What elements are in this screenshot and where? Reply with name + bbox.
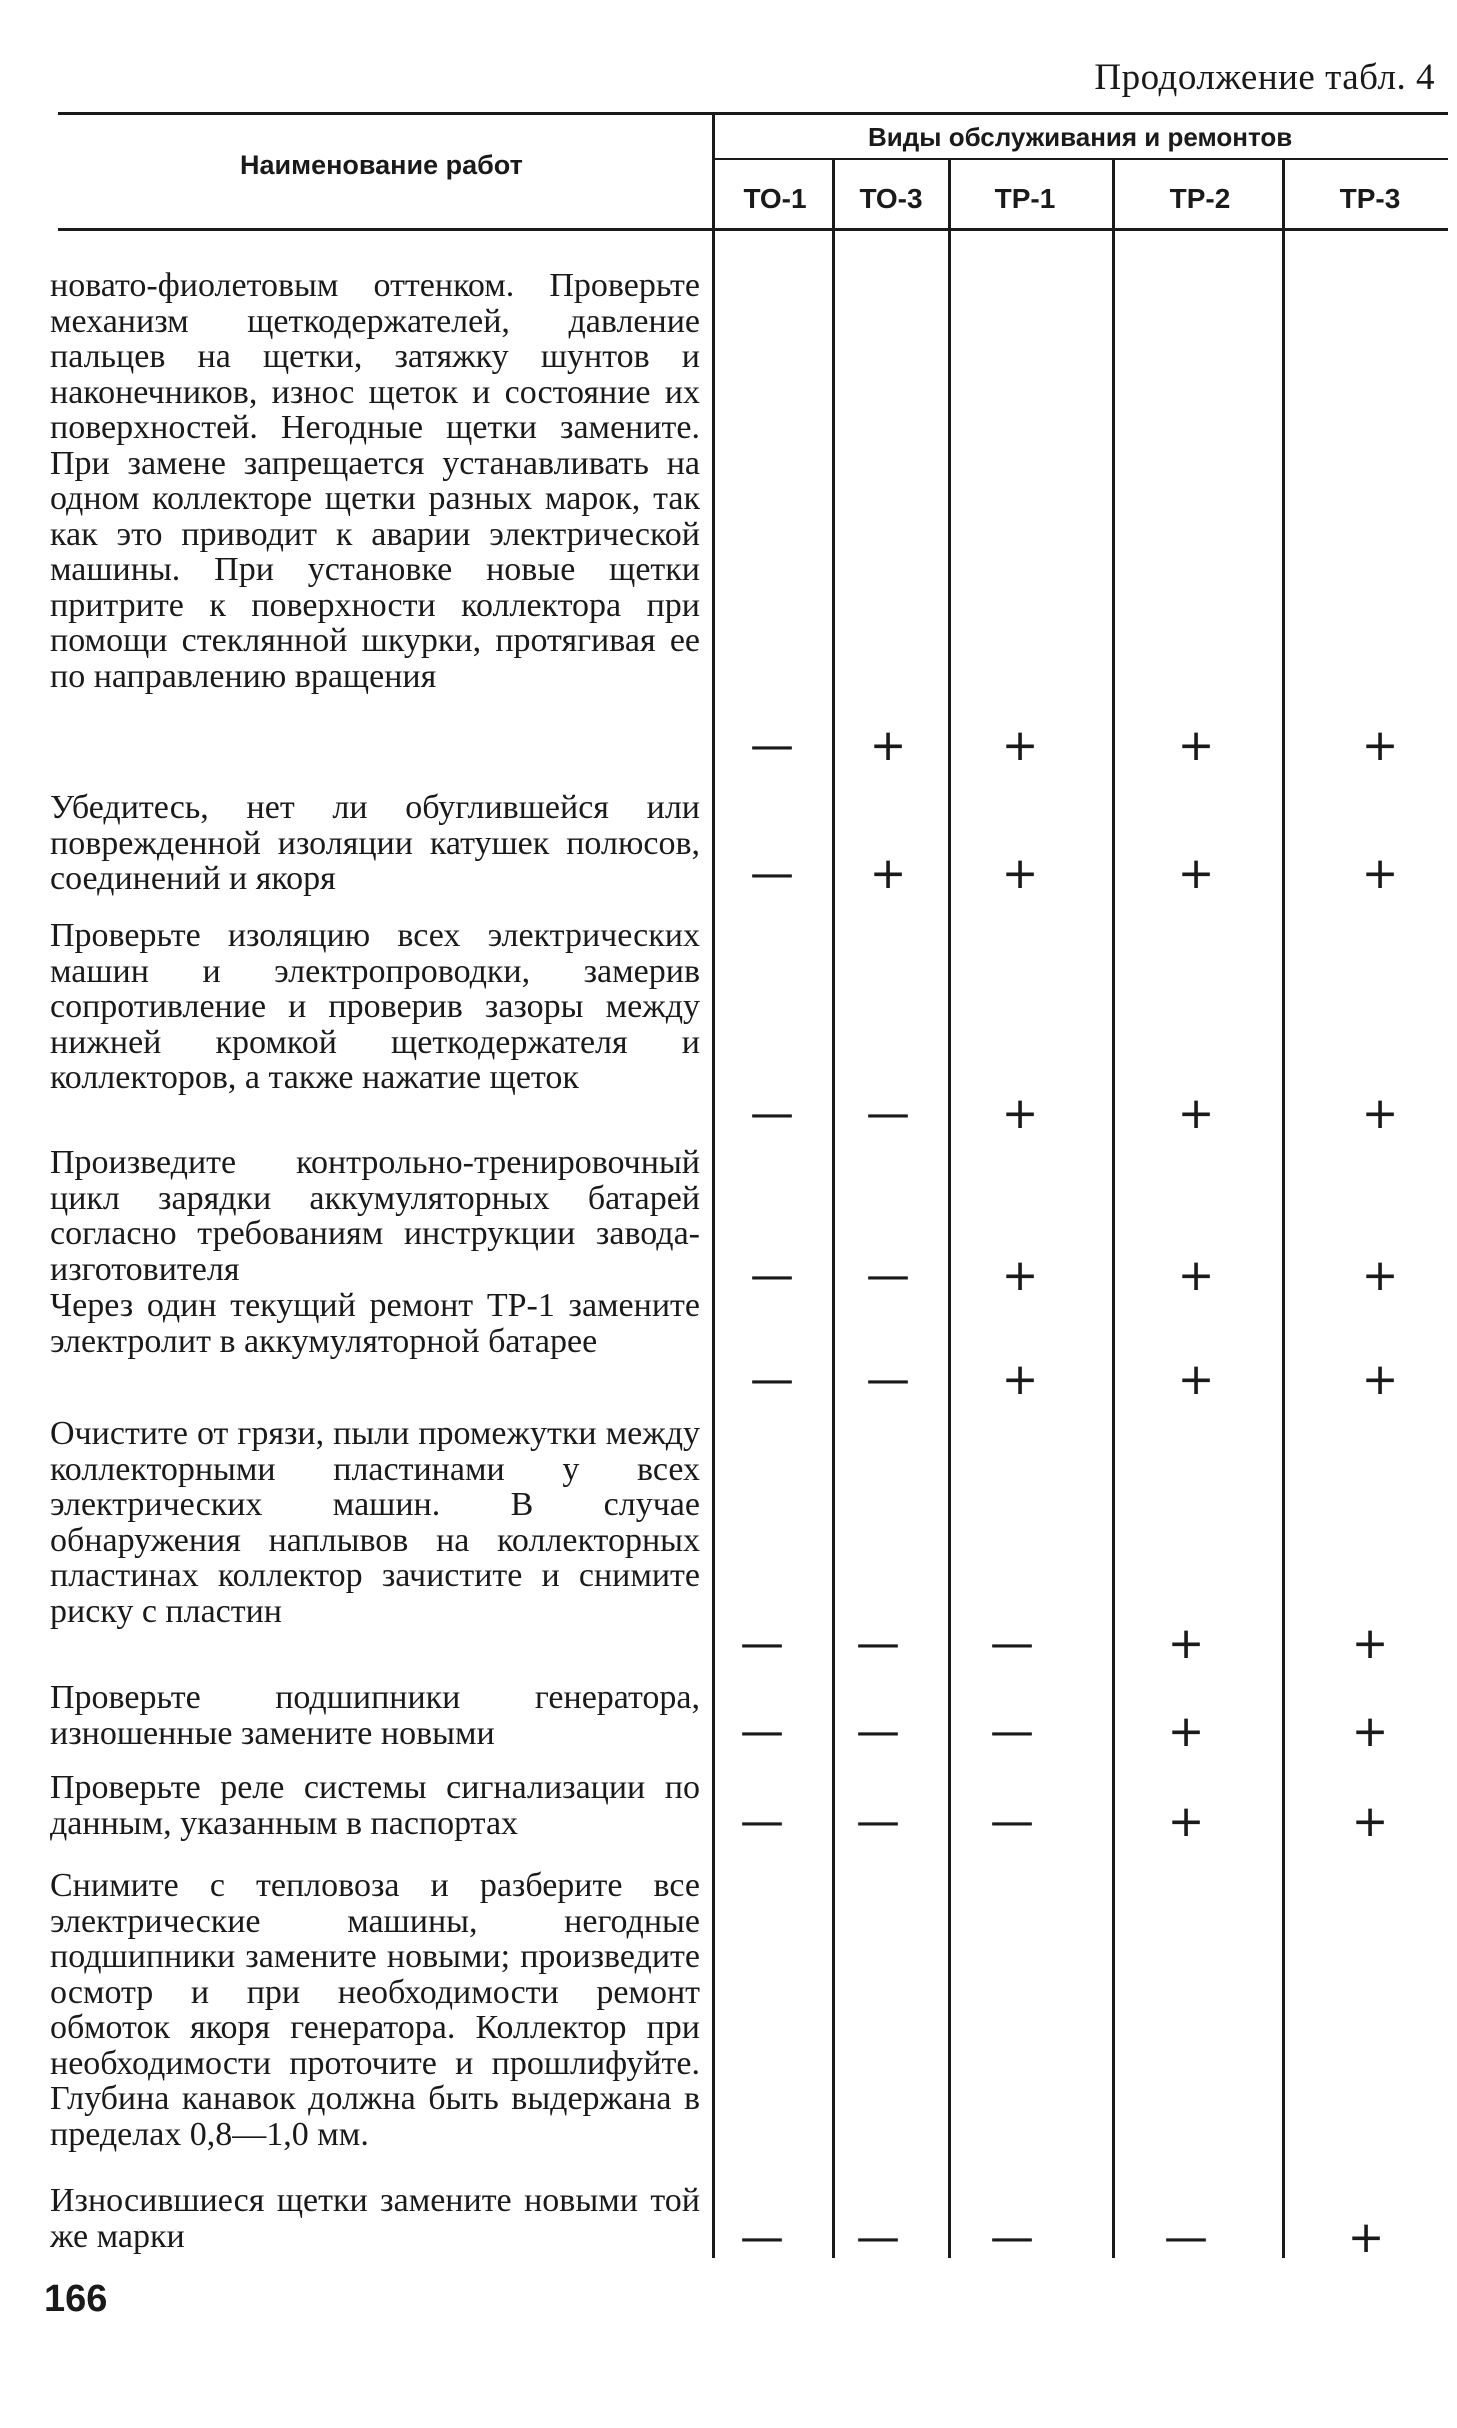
column-header-tr2: ТР-2	[1169, 183, 1231, 214]
body-divider-5	[1282, 228, 1285, 2258]
header-work-name: Наименование работ	[240, 150, 523, 180]
work-description: Через один текущий ремонт ТР-1 замените электролит в аккумуляторной батарее	[50, 1287, 700, 1360]
mark-tr3: +	[1361, 1250, 1399, 1301]
header-divider-4	[1112, 160, 1115, 228]
work-description: Проверьте подшипники генератора, изношенные замените новыми	[50, 1679, 700, 1752]
mark-to1: —	[750, 848, 794, 899]
column-header-to1: ТО-1	[743, 183, 807, 214]
mark-to1: —	[740, 1706, 784, 1757]
mark-tr1: —	[990, 1706, 1034, 1757]
header-divider-2	[832, 160, 835, 228]
mark-to3: —	[856, 1796, 900, 1847]
work-description: Проверьте изоляцию всех электрических машин и электропроводки, замерив сопротивление и проверив зазоры между нижней кромкой щеткодержателя и коллекторов, а также нажатие щеток	[50, 917, 700, 1096]
header-bottom-rule	[58, 228, 1448, 231]
mark-tr2: +	[1177, 848, 1215, 899]
mark-tr3: +	[1347, 2212, 1385, 2263]
mark-tr3: +	[1361, 720, 1399, 771]
mark-to3: +	[869, 720, 907, 771]
mark-tr1: —	[990, 1796, 1034, 1847]
mark-to3: —	[856, 2212, 900, 2263]
header-service-kinds: Виды обслуживания и ремонтов	[868, 122, 1293, 152]
mark-to3: —	[856, 1618, 900, 1669]
table-top-rule	[58, 112, 1448, 115]
mark-tr3: +	[1351, 1618, 1389, 1669]
work-description: Снимите с тепловоза и разберите все электрические машины, негодные подшипники замените новыми; произведите осмотр и при необходимости ремонт обмоток якоря генератора. Коллектор при необходимости проточите и прошлифуйте. Глубина канавок должна быть выдержана в пределах 0,8—1,0 мм.	[50, 1867, 700, 2153]
mark-tr1: +	[1001, 848, 1039, 899]
mark-tr2: +	[1167, 1706, 1205, 1757]
work-description: новато-фиолетовым оттенком. Проверьте механизм щеткодержателей, давление пальцев на щетки, затяжку шунтов и наконечников, износ щеток и состояние их поверхностей. Негодные щетки замените. При замене запрещается устанавливать на одном коллекторе щетки разных марок, так как это приводит к аварии электрической машины. При установке новые щетки притрите к поверхности коллектора при помощи стеклянной шкурки, протягивая ее по направлению вращения	[50, 267, 700, 695]
mark-tr3: +	[1361, 1354, 1399, 1405]
work-description: Проверьте реле системы сигнализации по данным, указанным в паспортах	[50, 1769, 700, 1842]
mark-tr2: +	[1177, 720, 1215, 771]
body-divider-3	[948, 228, 951, 2258]
body-divider-4	[1112, 228, 1115, 2258]
mark-to1: —	[750, 1088, 794, 1139]
mark-tr3: +	[1361, 1088, 1399, 1139]
mark-tr2: +	[1167, 1618, 1205, 1669]
body-divider-1	[712, 228, 715, 2258]
mark-tr2: +	[1167, 1796, 1205, 1847]
mark-to1: —	[740, 2212, 784, 2263]
mark-tr2: —	[1164, 2212, 1208, 2263]
column-header-tr3: ТР-3	[1339, 183, 1401, 214]
page-number: 166	[44, 2278, 108, 2320]
mark-tr1: +	[1001, 720, 1039, 771]
mark-to1: —	[740, 1796, 784, 1847]
header-divider-1	[712, 112, 715, 228]
column-header-to3: ТО-3	[859, 183, 923, 214]
mark-tr2: +	[1177, 1354, 1215, 1405]
body-divider-2	[832, 228, 835, 2258]
table-caption: Продолжение табл. 4	[1094, 57, 1435, 98]
mark-to3: —	[856, 1706, 900, 1757]
mark-to3: +	[869, 848, 907, 899]
mark-to1: —	[750, 720, 794, 771]
mark-to1: —	[740, 1618, 784, 1669]
mark-tr2: +	[1177, 1250, 1215, 1301]
mark-tr3: +	[1361, 848, 1399, 899]
work-description: Убедитесь, нет ли обуглившейся или поврежденной изоляции катушек полюсов, соединений и якоря	[50, 789, 700, 897]
work-description: Произведите контрольно-тренировочный цикл зарядки аккумуляторных батарей согласно требованиям инструкции завода-изготовителя	[50, 1144, 700, 1288]
work-description: Очистите от грязи, пыли промежутки между коллекторными пластинами у всех электрических машин. В случае обнаружения наплывов на коллекторных пластинах коллектор зачистите и снимите риску с пластин	[50, 1415, 700, 1630]
work-description: Износившиеся щетки замените новыми той же марки	[50, 2182, 700, 2255]
mark-tr1: +	[1001, 1088, 1039, 1139]
mark-tr1: —	[990, 2212, 1034, 2263]
header-divider-3	[948, 160, 951, 228]
mark-to3: —	[866, 1088, 910, 1139]
mark-tr1: +	[1001, 1250, 1039, 1301]
mark-tr3: +	[1351, 1706, 1389, 1757]
header-divider-5	[1282, 160, 1285, 228]
mark-tr3: +	[1351, 1796, 1389, 1847]
mark-to1: —	[750, 1354, 794, 1405]
mark-to3: —	[866, 1250, 910, 1301]
mark-to3: —	[866, 1354, 910, 1405]
mark-to1: —	[750, 1250, 794, 1301]
column-header-tr1: ТР-1	[994, 183, 1056, 214]
mark-tr1: +	[1001, 1354, 1039, 1405]
mark-tr2: +	[1177, 1088, 1215, 1139]
mark-tr1: —	[990, 1618, 1034, 1669]
kinds-header-rule	[712, 158, 1448, 160]
